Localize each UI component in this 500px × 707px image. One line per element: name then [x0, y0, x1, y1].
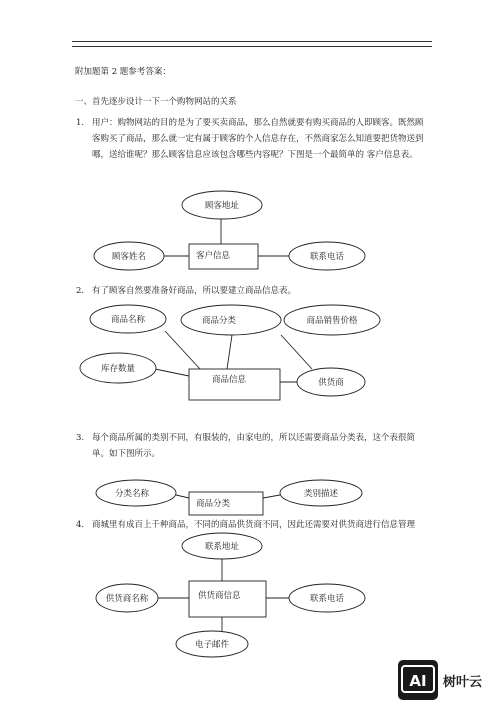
paragraph-3 — [76, 430, 424, 462]
logo-text: AI — [409, 672, 427, 690]
attr-label: 联系电话 — [309, 594, 345, 604]
section-title: 一、首先逐步设计一下一个购物网站的关系 — [75, 97, 237, 107]
attr-label: 商品分类 — [201, 316, 237, 326]
paragraph-2 — [76, 283, 424, 299]
attr-label: 顾客姓名 — [111, 252, 147, 262]
attr-label: 电子邮件 — [194, 640, 230, 650]
item-text: 有了顾客自然要准备好商品，所以要建立商品信息表。 — [92, 286, 297, 296]
entity-label: 商品信息 — [212, 375, 247, 385]
attr-label: 供货商名称 — [105, 594, 149, 604]
attr-label: 商品销售价格 — [306, 316, 358, 326]
paragraph-4 — [76, 517, 432, 533]
er-diagram-customer — [0, 185, 500, 275]
er-diagram-category — [0, 478, 500, 518]
attr-label: 联系地址 — [204, 542, 240, 552]
watermark-logo-icon — [398, 660, 438, 700]
paragraph-1 — [76, 115, 424, 163]
item-number: 2. — [76, 286, 85, 296]
item-text: 商城里有成百上千种商品，不同的商品供货商不同，因此还需要对供货商进行信息管理 — [92, 520, 416, 530]
entity-label: 供货商信息 — [198, 591, 241, 601]
attr-label: 联系电话 — [309, 252, 345, 262]
er-diagram-supplier — [0, 532, 500, 662]
attr-label: 类别描述 — [303, 489, 339, 499]
attr-label: 供货商 — [318, 378, 344, 388]
header-rule-top — [72, 41, 432, 42]
watermark-name: 树叶云 — [443, 675, 483, 690]
header-rule-bottom — [72, 46, 432, 47]
item-number: 1. — [76, 118, 85, 128]
attr-label: 顾客地址 — [204, 201, 240, 211]
er-diagram-product — [0, 298, 500, 418]
entity-label: 客户信息 — [196, 251, 231, 261]
item-number: 3. — [76, 433, 85, 443]
item-text: 用户：购物网站的目的是为了要买卖商品，那么自然就要有购买商品的人即顾客。既然顾客购买了商品，那么就一定有属于顾客的个人信息存在，不然商家怎么知道要把货物送到哪，送给谁呢？那么顾客信息应该包含哪些内容呢？下图是一个最简单的 客户信息表。 — [92, 118, 424, 160]
item-text: 每个商品所属的类别不同，有服装的，由家电的，所以还需要商品分类表，这个表很简单。如下图所示。 — [92, 433, 416, 459]
entity-label: 商品分类 — [196, 499, 231, 509]
attr-label: 商品名称 — [110, 315, 146, 325]
heading: 附加题第 2 题参考答案： — [75, 67, 171, 77]
attr-label: 库存数量 — [100, 364, 136, 374]
item-number: 4. — [76, 520, 85, 530]
attr-label: 分类名称 — [114, 489, 150, 499]
